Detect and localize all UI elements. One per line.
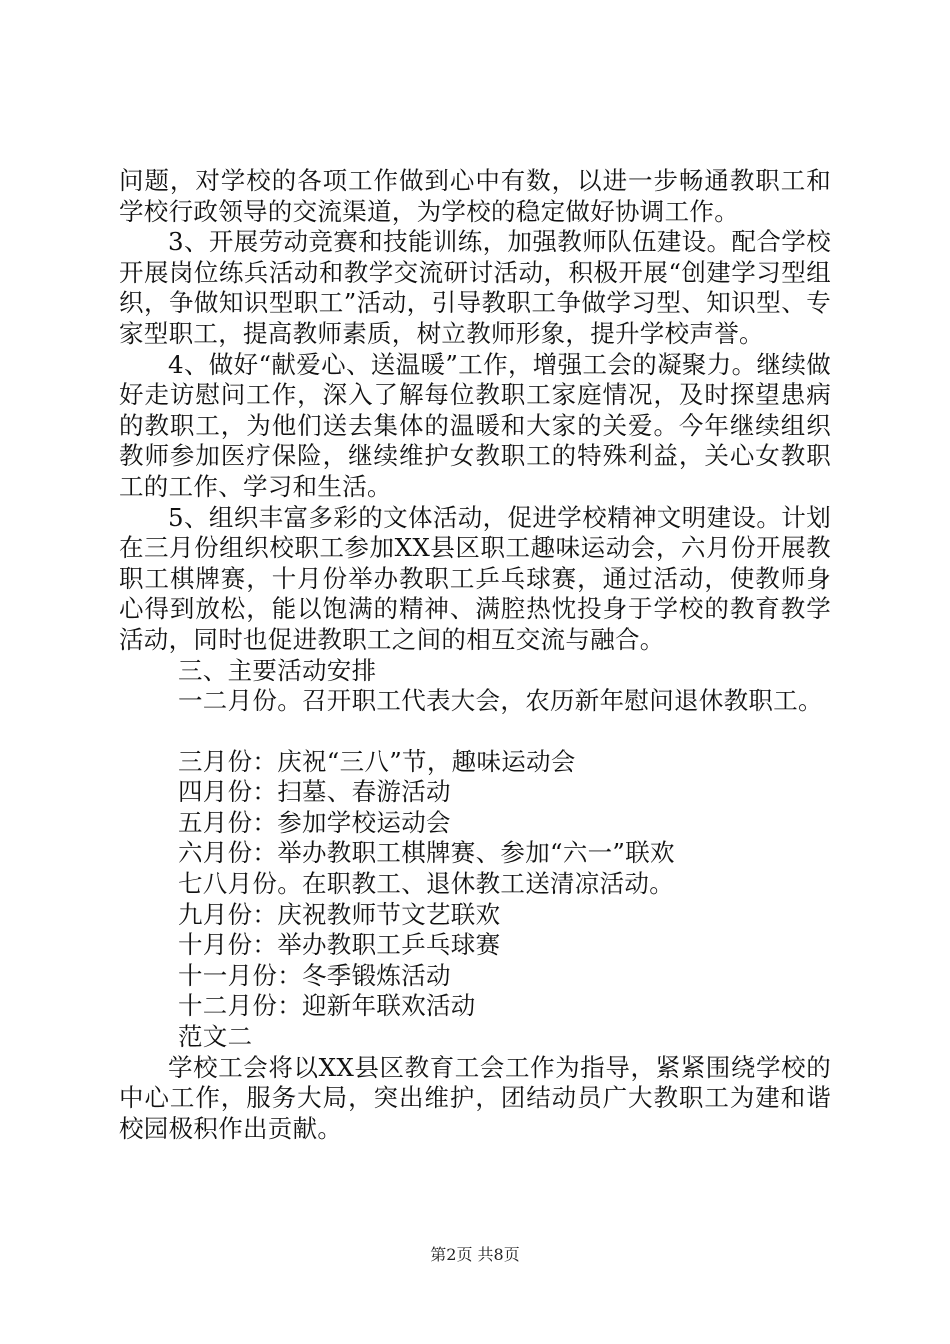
paragraph-item-3: 3、开展劳动竞赛和技能训练，加强教师队伍建设。配合学校开展岗位练兵活动和教学交流研讨活动，积极开展“创建学习型组织，争做知识型职工”活动，引导教职工争做学习型、知识型、专家型职工，提高教师素质，树立教师形象，提升学校声誉。	[119, 227, 831, 348]
page-number-footer: 第2页 共8页	[430, 1245, 520, 1264]
paragraph-continued: 问题，对学校的各项工作做到心中有数，以进一步畅通教职工和学校行政领导的交流渠道，为学校的稳定做好协调工作。	[119, 166, 831, 226]
section-heading-activities: 三、主要活动安排	[178, 655, 377, 685]
schedule-item: 七八月份。在职教工、退休教工送清凉活动。	[178, 869, 674, 899]
document-body	[119, 166, 831, 1144]
schedule-item: 十月份：举办教职工乒乓球赛	[178, 930, 501, 960]
schedule-item-jan-feb: 一二月份。召开职工代表大会，农历新年慰问退休教职工。	[178, 686, 823, 716]
paragraph-item-5: 5、组织丰富多彩的文体活动，促进学校精神文明建设。计划在三月份组织校职工参加XX县区职工趣味运动会，六月份开展教职工棋牌赛，十月份举办教职工乒乓球赛，通过活动，使教师身心得到放松，能以饱满的精神、满腔热忱投身于学校的教育教学活动，同时也促进教职工之间的相互交流与融合。	[119, 502, 831, 654]
schedule-item: 三月份：庆祝“三八”节，趣味运动会	[178, 746, 576, 776]
paragraph-sample-two: 学校工会将以XX县区教育工会工作为指导，紧紧围绕学校的中心工作，服务大局，突出维护，团结动员广大教职工为建和谐校园极积作出贡献。	[119, 1052, 831, 1143]
blank-line	[119, 717, 831, 747]
schedule-item: 九月份：庆祝教师节文艺联欢	[178, 899, 501, 929]
schedule-item: 十一月份：冬季锻炼活动	[178, 960, 451, 990]
schedule-item: 四月份：扫墓、春游活动	[178, 777, 451, 807]
schedule-item: 五月份：参加学校运动会	[178, 807, 451, 837]
schedule-item: 六月份：举办教职工棋牌赛、参加“六一”联欢	[178, 838, 675, 868]
schedule-item: 十二月份：迎新年联欢活动	[178, 991, 476, 1021]
paragraph-item-4: 4、做好“献爱心、送温暖”工作，增强工会的凝聚力。继续做好走访慰问工作，深入了解每位教职工家庭情况，及时探望患病的教职工，为他们送去集体的温暖和大家的关爱。今年继续组织教师参加医疗保险，继续维护女教职工的特殊利益，关心女教职工的工作、学习和生活。	[119, 349, 831, 501]
section-heading-sample-two: 范文二	[178, 1022, 253, 1052]
